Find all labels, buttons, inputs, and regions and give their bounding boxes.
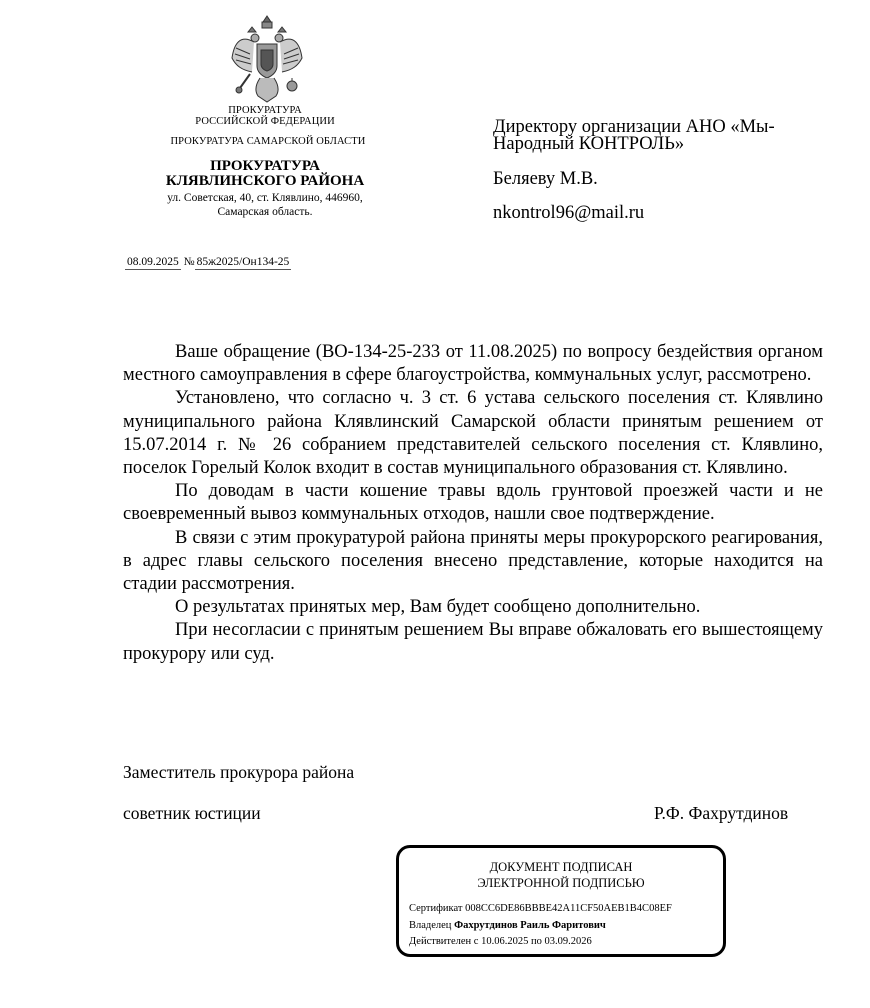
body-paragraph: О результатах принятых мер, Вам будет сообщено дополнительно. [175, 597, 701, 618]
number-sign: № [183, 256, 195, 268]
registration-number: 85ж2025/Он134-25 [196, 256, 290, 268]
stamp-title-line2: ЭЛЕКТРОННОЙ ПОДПИСЬЮ [477, 876, 645, 890]
valid-to: 03.09.2026 [544, 936, 592, 947]
stamp-title-line1: ДОКУМЕНТ ПОДПИСАН [489, 860, 633, 874]
body-paragraph: По доводам в части кошение травы вдоль грунтовой проезжей части и не своевременный вывоз коммунальных отходов, нашли свое подтверждение. [123, 481, 823, 525]
body-paragraph: Ваше обращение (ВО-134-25-233 от 11.08.2025) по вопросу бездействия органом местного самоуправления в сфере благоустройства, коммунальных услуг, рассмотрено. [123, 342, 823, 386]
letterhead-address [145, 191, 385, 219]
recipient-email: nkontrol96@mail.ru [493, 203, 645, 223]
owner-value: Фахрутдинов Раиль Фаритович [454, 920, 606, 931]
e-signature-stamp [396, 845, 726, 957]
address-line1: ул. Советская, 40, ст. Клявлино, 446960, [167, 192, 363, 204]
letterhead-line2: РОССИЙСКОЙ ФЕДЕРАЦИИ [195, 116, 335, 127]
recipient-name: Беляеву М.В. [493, 169, 598, 189]
recipient-position: Директору организации АНО «Мы-Народный КОНТРОЛЬ» [493, 117, 775, 154]
signatory-name: Р.Ф. Фахрутдинов [654, 803, 789, 823]
certificate-value: 008CC6DE86BBBE42A11CF50AEB1B4C08EF [465, 903, 672, 914]
registration-date: 08.09.2025 [127, 256, 179, 268]
stamp-certificate [409, 903, 672, 914]
valid-label: Действителен [409, 936, 472, 947]
signatory-title: Заместитель прокурора района [123, 762, 355, 782]
registration-line [125, 256, 333, 268]
letterhead-line1: ПРОКУРАТУРА [228, 105, 302, 116]
body-paragraph: В связи с этим прокуратурой района приняты меры прокурорского реагирования, в адрес главы сельского поселения внесено представление, которые находится на стадии рассмотрения. [123, 527, 823, 595]
valid-from: 10.06.2025 [481, 936, 529, 947]
letterhead-prosecutor-office [150, 105, 380, 127]
russian-coat-of-arms-icon [228, 14, 306, 106]
body-paragraph: При несогласии с принятым решением Вы вправе обжаловать его вышестоящему прокурору или суд. [123, 620, 823, 664]
letterhead-line3: ПРОКУРАТУРА САМАРСКОЙ ОБЛАСТИ [170, 136, 366, 147]
signatory-rank: советник юстиции [123, 803, 261, 823]
valid-from-label: с [473, 936, 479, 947]
office-line1: ПРОКУРАТУРА [210, 158, 320, 174]
body-paragraph: Установлено, что согласно ч. 3 ст. 6 устава сельского поселения ст. Клявлино муниципального района Клявлинский Самарской области принятым решением от 15.07.2014 г. № 26 собранием представителей сельского поселения ст. Клявлино, поселок Горелый Колок входит в состав муниципального образования ст. Клявлино. [123, 388, 823, 479]
owner-label: Владелец [409, 920, 452, 931]
office-line2: КЛЯВЛИНСКОГО РАЙОНА [165, 173, 365, 189]
address-line2: Самарская область. [217, 206, 313, 218]
certificate-label: Сертификат [409, 903, 463, 914]
letterhead-district-office [145, 159, 385, 189]
valid-to-label: по [530, 936, 542, 947]
stamp-owner [409, 920, 606, 931]
letter-body [123, 341, 823, 666]
stamp-validity [409, 936, 592, 947]
